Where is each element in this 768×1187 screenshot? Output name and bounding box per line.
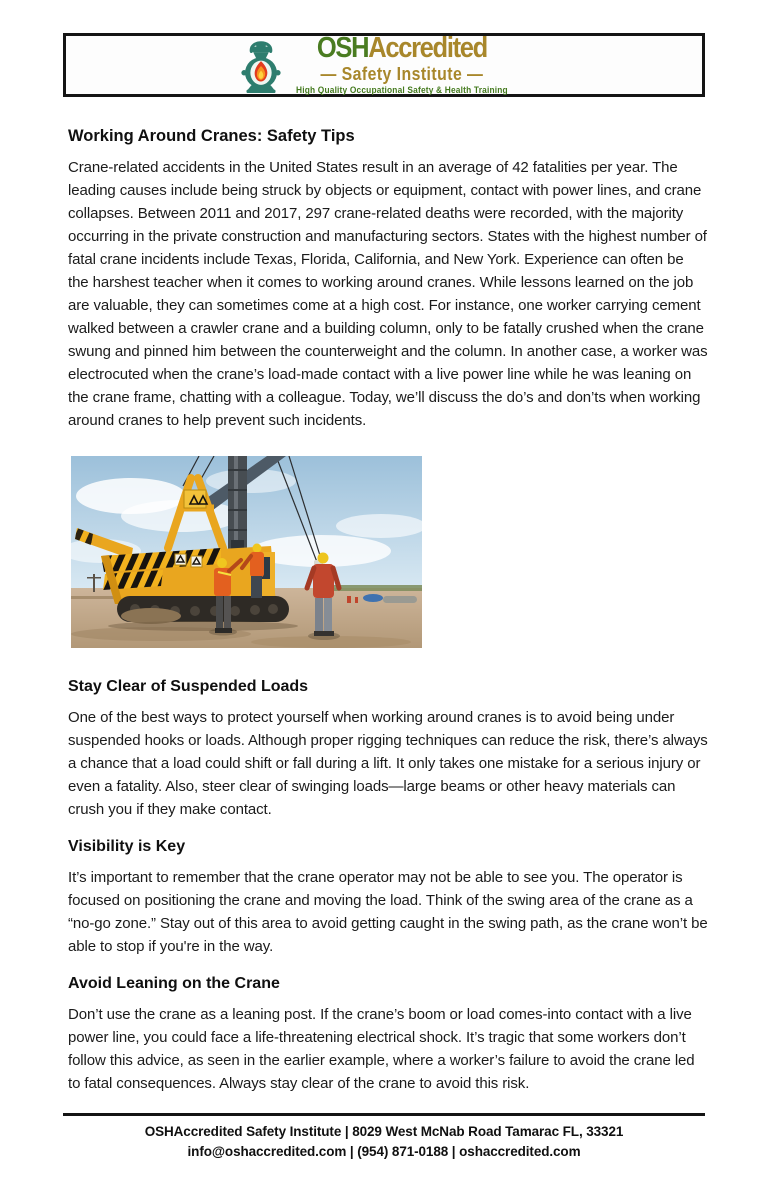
section-body-suspended-loads: One of the best ways to protect yourself when working around cranes is to avoid being under suspended hooks or loads. Although proper rigging techniques can reduce the risk, there’s always a chance that a load could shift or fall during a lift. It only takes one mistake for a serious injury or even a fatality. Also, steer clear of swinging loads—large beams or other heavy materials can crush you if they make contact.: [68, 709, 708, 818]
article: [68, 96, 708, 1095]
section-heading-suspended-loads: Stay Clear of Suspended Loads: [68, 678, 309, 695]
lantern-flame-icon: [232, 36, 290, 94]
logo: [232, 34, 537, 96]
section-body-visibility: It’s important to remember that the crane operator may not be able to see you. The operator is focused on positioning the crane and moving the load. Think of the swing area of the crane as a “no-go zone.” Stay out of this area to avoid getting caught in the swing path, as the crane won’t be able to stop if you're in the way.: [68, 869, 708, 955]
section-heading-visibility: Visibility is Key: [68, 838, 186, 855]
footer-address: OSHAccredited Safety Institute | 8029 West McNab Road Tamarac FL, 33321: [144, 1124, 624, 1139]
article-title: Working Around Cranes: Safety Tips: [68, 127, 355, 145]
section-body-avoid-leaning: Don’t use the crane as a leaning post. If the crane’s boom or load comes-into contact with a live power line, you could face a life-threatening electrical shock. It’s tragic that some workers don’t follow this advice, as seen in the earlier example, where a worker’s failure to avoid the crane led to fatal consequences. Always stay clear of the crane to avoid this risk.: [68, 1006, 695, 1092]
crane-photo: [71, 456, 422, 648]
brand-subtitle: — Safety Institute —: [320, 64, 483, 85]
page-footer: [63, 1113, 705, 1162]
footer-divider: [63, 1113, 705, 1116]
power-pole: [93, 574, 95, 592]
concrete-pipes: [383, 596, 417, 603]
section-heading-avoid-leaning: Avoid Leaning on the Crane: [68, 975, 280, 992]
brand-name: [317, 34, 487, 63]
intro-paragraph: Crane-related accidents in the United States result in an average of 42 fatalities per year. The leading causes include being struck by objects or equipment, contact with power lines, and crane collapses. Between 2011 and 2017, 297 crane-related deaths were recorded, with the majority occurring in the private construction and manufacturing sectors. States with the highest number of fatal crane incidents include Texas, Florida, California, and New York. Experience can often be the harshest teacher when it comes to working around cranes. While lessons learned on the job are valuable, they can sometimes come at a high cost. For instance, one worker carrying cement walked between a crawler crane and a building column, only to be fatally crushed when the crane swung and pinned him between the counterweight and the column. In another case, a worker was electrocuted when the crane’s load-made contact with a live power line while he was leaning on the crane frame, chatting with a colleague. Today, we’ll discuss the do’s and don’ts when working around cranes to help prevent such incidents.: [68, 159, 708, 429]
brand-tagline: High Quality Occupational Safety & Health Training: [295, 85, 508, 97]
crane-photo-illustration: [71, 456, 422, 648]
brand-osh: OSH: [316, 32, 368, 65]
header-logo-box: [63, 33, 705, 97]
footer-contact: info@oshaccredited.com | (954) 871-0188 | oshaccredited.com: [187, 1144, 581, 1159]
crawler-track: [108, 596, 298, 631]
brand-accredited: Accredited: [367, 32, 487, 65]
logo-text: [296, 34, 508, 96]
blue-tarp: [363, 594, 383, 602]
